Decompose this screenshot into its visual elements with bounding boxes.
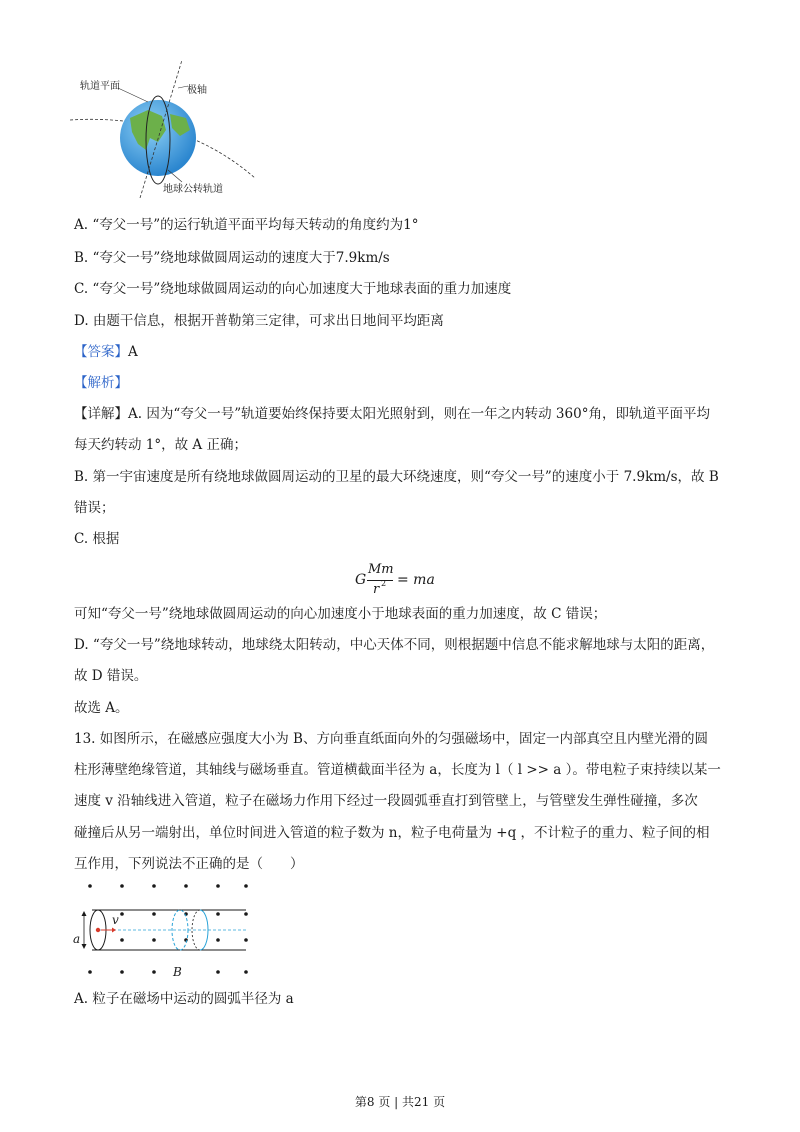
detail-line-9: 故选 A。 (74, 700, 129, 716)
label-v: v (112, 913, 119, 927)
option-a: A. “夸父一号”的运行轨道平面平均每天转动的角度约为1° (74, 217, 419, 233)
formula-exponent: 2 (381, 579, 387, 588)
formula-denominator: r (373, 582, 380, 597)
answer-value: A (128, 344, 138, 360)
detail-line-6: 可知“夸父一号”绕地球做圆周运动的向心加速度小于地球表面的重力加速度，故 C 错误； (74, 606, 607, 622)
answer-line (74, 343, 138, 361)
q13-line-4: 碰撞后从另一端射出，单位时间进入管道的粒子数为 n，粒子电荷量为 +q ，不计粒子的重力、粒子间的相 (74, 825, 710, 841)
q13-line-3: 速度 v 沿轴线进入管道，粒子在磁场力作用下经过一段圆弧垂直打到管壁上，与管壁发生弹性碰撞，多次 (74, 793, 698, 809)
answer-tag: 【答案】 (74, 344, 128, 360)
label-a: a (73, 932, 81, 946)
detail-line-4: 错误； (74, 500, 115, 516)
q13-line-2: 柱形薄壁绝缘管道，其轴线与磁场垂直。管道横截面半径为 a，长度为 l（ l >> a ）。带电粒子束持续以某一 (74, 762, 721, 778)
detail-line-7: D. “夸父一号”绕地球转动，地球绕太阳转动，中心天体不同，则根据题中信息不能求解地球与太阳的距离， (74, 637, 715, 653)
gravity-formula (355, 562, 465, 602)
q13-line-5: 互作用，下列说法不正确的是（ ） (74, 856, 304, 872)
detail-tag: 【详解】 (74, 406, 128, 422)
label-earth-orbit: 地球公转轨道 (163, 184, 223, 195)
detail-text-1: A. 因为“夸父一号”轨道要始终保持要太阳光照射到，则在一年之内转动 360°角，即轨道平面平均 (128, 406, 710, 422)
formula-numerator: Mm (368, 562, 394, 577)
label-orbit-plane: 轨道平面 (80, 81, 120, 92)
q13-line-1: 13. 如图所示，在磁感应强度大小为 B、方向垂直纸面向外的匀强磁场中，固定一内部真空且内壁光滑的圆 (74, 731, 708, 747)
q13-option-a: A. 粒子在磁场中运动的圆弧半径为 a (74, 991, 294, 1007)
page-footer: 第8 页 | 共21 页 (354, 1095, 446, 1109)
formula-rhs: = ma (397, 572, 435, 588)
detail-line-3: B. 第一宇宙速度是所有绕地球做圆周运动的卫星的最大环绕速度，则“夸父一号”的速度小于 7.9km/s，故 B (74, 469, 719, 485)
label-pointer (118, 88, 148, 102)
option-c: C. “夸父一号”绕地球做圆周运动的向心加速度大于地球表面的重力加速度 (74, 281, 512, 297)
detail-line-8: 故 D 错误。 (74, 668, 148, 684)
fraction-bar (367, 580, 393, 581)
formula-g: G (355, 572, 367, 588)
particle (96, 928, 100, 932)
analysis-tag: 【解析】 (74, 375, 128, 391)
velocity-arrow-head (112, 928, 116, 933)
option-b: B. “夸父一号”绕地球做圆周运动的速度大于7.9km/s (74, 250, 390, 266)
detail-line-5: C. 根据 (74, 531, 120, 547)
radius-arrow-bottom (82, 944, 87, 949)
radius-arrow-top (82, 911, 87, 916)
pipe-field-figure (70, 878, 260, 984)
analysis-line (74, 374, 128, 392)
detail-line-1 (74, 405, 710, 423)
label-B: B (173, 965, 182, 979)
label-polar-axis: 极轴 (187, 85, 207, 96)
detail-line-2: 每天约转动 1°，故 A 正确； (74, 437, 247, 453)
option-d: D. 由题干信息，根据开普勒第三定律，可求出日地间平均距离 (74, 313, 444, 329)
